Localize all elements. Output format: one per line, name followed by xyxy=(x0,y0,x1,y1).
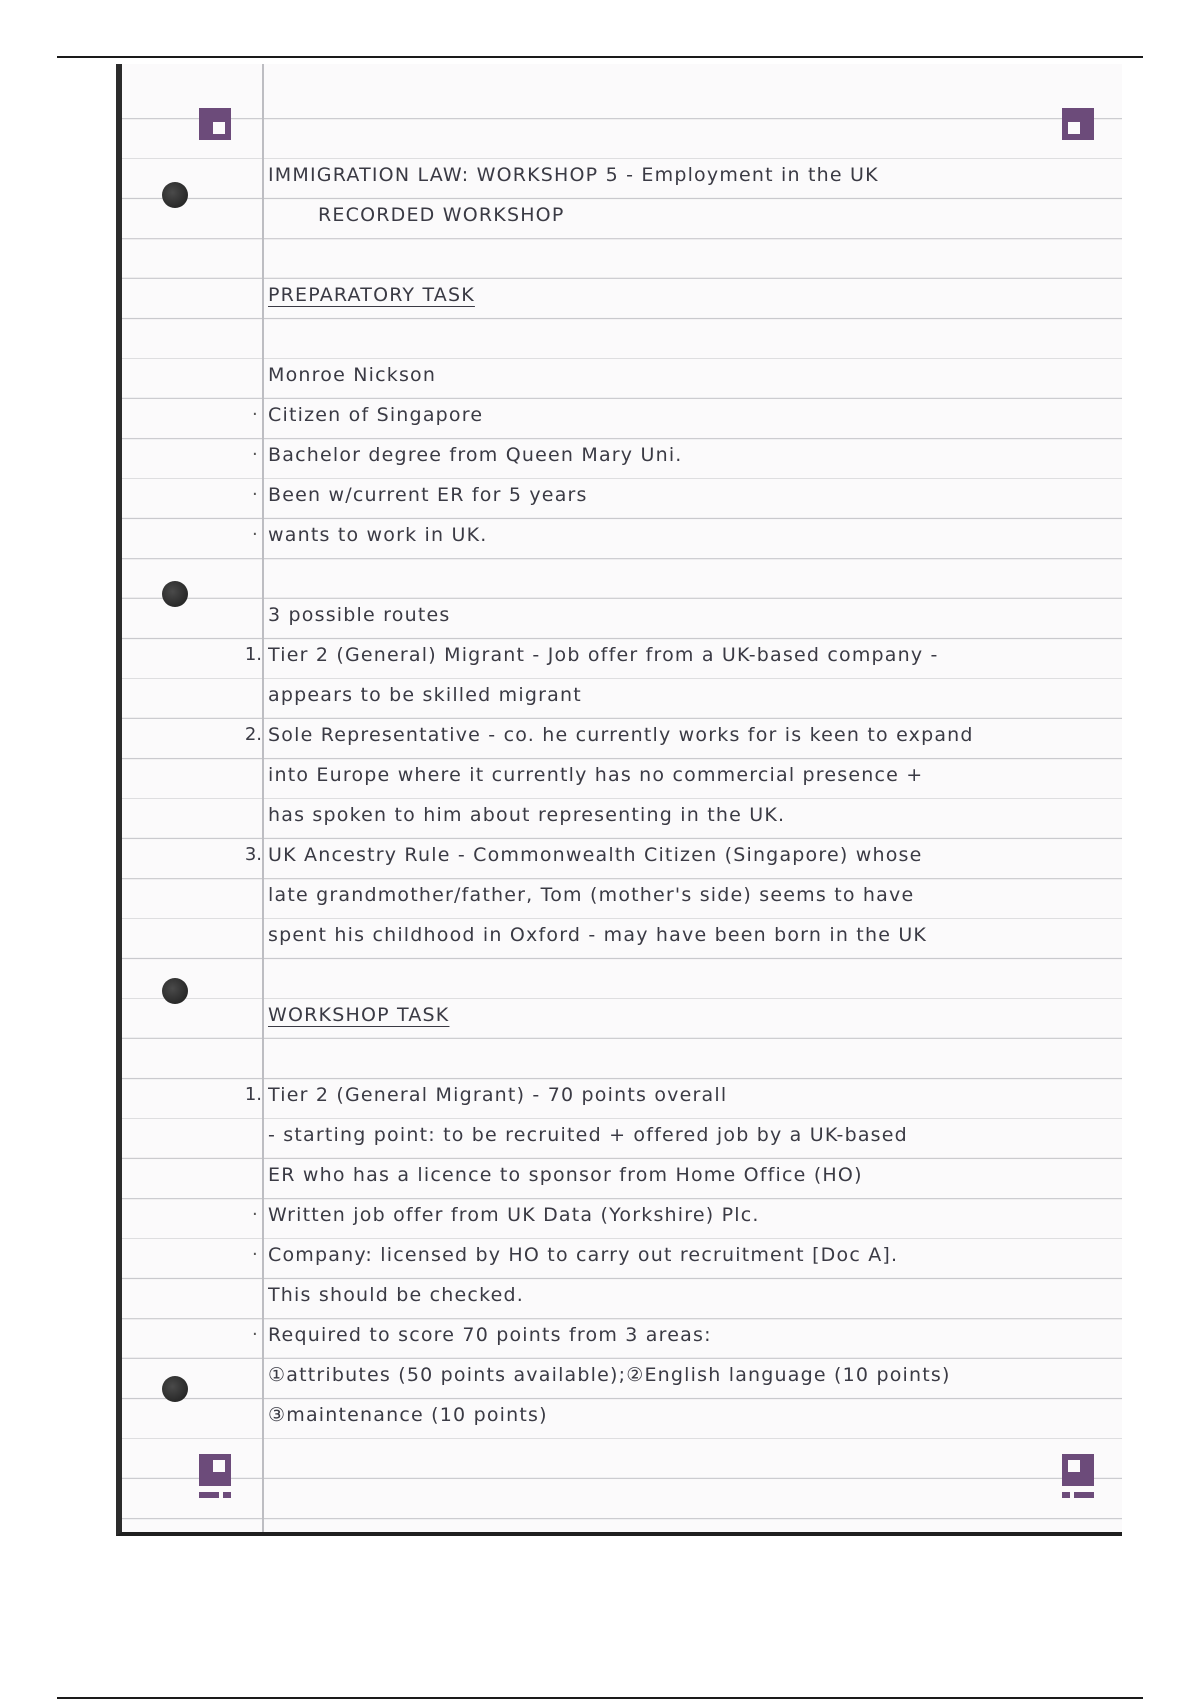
bullet: · xyxy=(252,484,258,505)
punch-hole-icon xyxy=(162,581,188,607)
bullet: · xyxy=(252,1204,258,1225)
bullet: · xyxy=(252,1324,258,1345)
routes-heading: 3 possible routes xyxy=(268,604,451,626)
route-line: appears to be skilled migrant xyxy=(268,684,582,706)
list-number: 3. xyxy=(244,844,262,865)
route-line: late grandmother/father, Tom (mother's side) seems to have xyxy=(268,884,915,906)
scan-marker-icon xyxy=(199,1454,231,1486)
page-top-rule xyxy=(57,56,1143,58)
scan-marker-icon xyxy=(1062,1454,1094,1486)
punch-hole-icon xyxy=(162,1376,188,1402)
prep-heading: PREPARATORY TASK xyxy=(268,284,475,306)
task-line: Required to score 70 points from 3 areas: xyxy=(268,1324,712,1346)
margin-line xyxy=(262,64,264,1532)
client-fact: Citizen of Singapore xyxy=(268,404,484,426)
client-fact: Bachelor degree from Queen Mary Uni. xyxy=(268,444,683,466)
scan-marker-icon xyxy=(199,108,231,140)
client-fact: Been w/current ER for 5 years xyxy=(268,484,588,506)
document-title: IMMIGRATION LAW: WORKSHOP 5 - Employment in the UK xyxy=(268,164,879,186)
task-line: ①attributes (50 points available);②English language (10 points) xyxy=(268,1364,951,1386)
section-heading xyxy=(268,1003,1122,1027)
bullet: · xyxy=(252,524,258,545)
task-line: ③maintenance (10 points) xyxy=(268,1404,548,1426)
scan-marker-strip xyxy=(223,1492,231,1498)
document-subtitle: RECORDED WORKSHOP xyxy=(318,204,565,226)
page-bottom-rule xyxy=(57,1697,1143,1699)
scan-marker-strip xyxy=(1062,1492,1070,1498)
list-number: 2. xyxy=(244,724,262,745)
task-line: Company: licensed by HO to carry out recruitment [Doc A]. xyxy=(268,1244,899,1266)
task-line: ER who has a licence to sponsor from Home Office (HO) xyxy=(268,1164,863,1186)
list-number: 1. xyxy=(244,644,262,665)
scan-marker-icon xyxy=(1062,108,1094,140)
section-heading xyxy=(268,283,1122,307)
route-line: into Europe where it currently has no commercial presence + xyxy=(268,764,924,786)
bullet: · xyxy=(252,444,258,465)
route-line: UK Ancestry Rule - Commonwealth Citizen (Singapore) whose xyxy=(268,844,923,866)
bullet: · xyxy=(252,404,258,425)
task-line: This should be checked. xyxy=(268,1284,524,1306)
scan-marker-strip xyxy=(199,1492,219,1498)
punch-hole-icon xyxy=(162,182,188,208)
route-line: Sole Representative - co. he currently works for is keen to expand xyxy=(268,724,974,746)
scan-marker-strip xyxy=(1074,1492,1094,1498)
bullet: · xyxy=(252,1244,258,1265)
task-title: Tier 2 (General Migrant) - 70 points overall xyxy=(268,1084,728,1106)
client-name: Monroe Nickson xyxy=(268,364,437,386)
task-line: - starting point: to be recruited + offered job by a UK-based xyxy=(268,1124,908,1146)
task-line: Written job offer from UK Data (Yorkshire) Plc. xyxy=(268,1204,760,1226)
client-fact: wants to work in UK. xyxy=(268,524,488,546)
notebook-page xyxy=(116,64,1122,1536)
punch-hole-icon xyxy=(162,978,188,1004)
workshop-heading: WORKSHOP TASK xyxy=(268,1004,450,1026)
route-line: spent his childhood in Oxford - may have been born in the UK xyxy=(268,924,928,946)
route-line: has spoken to him about representing in the UK. xyxy=(268,804,786,826)
list-number: 1. xyxy=(244,1084,262,1105)
route-line: Tier 2 (General) Migrant - Job offer from a UK-based company - xyxy=(268,644,939,666)
